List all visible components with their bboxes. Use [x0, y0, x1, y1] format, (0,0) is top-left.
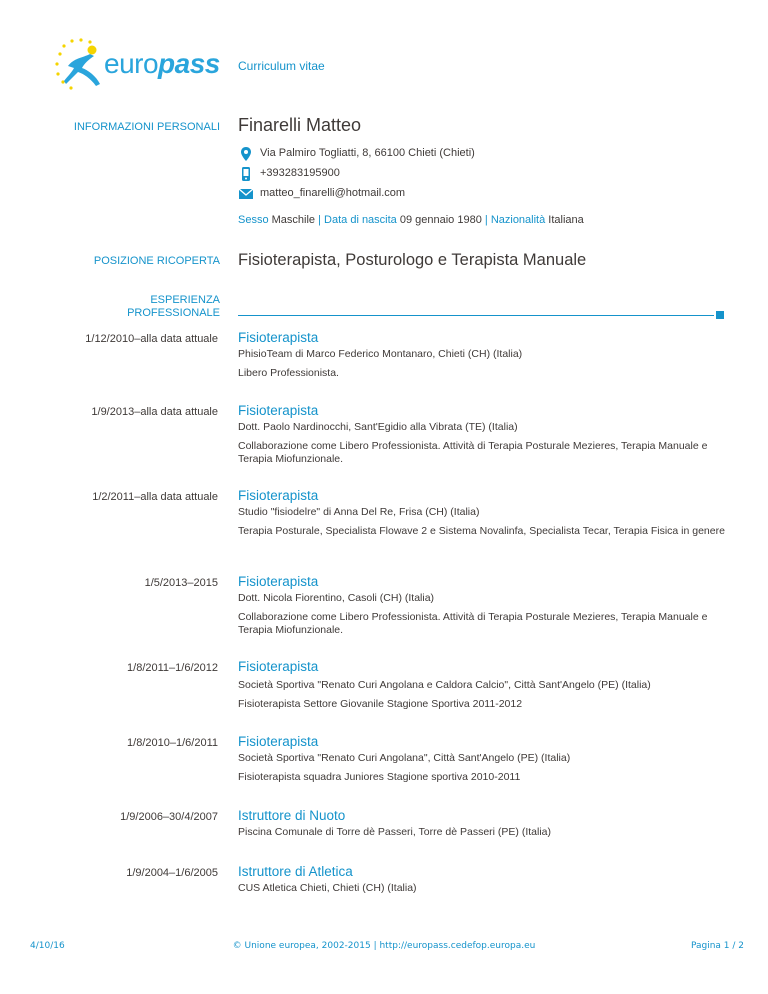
section-label-experience: [20, 294, 220, 320]
experience-employer: Studio "fisiodelre" di Anna Del Re, Frisa (CH) (Italia): [238, 506, 480, 518]
experience-title: Istruttore di Nuoto: [238, 808, 346, 823]
experience-employer: Dott. Nicola Fiorentino, Casoli (CH) (Italia): [238, 592, 435, 604]
phone-text[interactable]: +393283195900: [260, 167, 340, 179]
experience-description: Libero Professionista.: [238, 367, 339, 379]
sex-value: Maschile: [271, 214, 316, 226]
footer-date: 4/10/16: [30, 941, 65, 951]
separator: |: [318, 214, 321, 226]
experience-title: Fisioterapista: [238, 734, 319, 749]
experience-description: Terapia Posturale, Specialista Flowave 2 e Sistema Novalinfa, Specialista Tecar, Terapia Fisica in genere: [238, 525, 725, 537]
nationality-value: Italiana: [548, 214, 584, 226]
section-divider-square: [716, 311, 724, 319]
personal-details-line: [238, 214, 584, 226]
experience-title: Fisioterapista: [238, 403, 319, 418]
sex-label: Sesso: [238, 214, 269, 226]
experience-description: Collaborazione come Libero Professionista. Attività di Terapia Posturale Mezieres, Terapia Manuale e Terapia Miofunzionale.: [238, 440, 708, 465]
experience-title: Fisioterapista: [238, 330, 319, 345]
experience-employer: CUS Atletica Chieti, Chieti (CH) (Italia): [238, 882, 417, 894]
experience-employer: Società Sportiva "Renato Curi Angolana e Caldora Calcio", Città Sant'Angelo (PE) (Italia): [238, 679, 651, 691]
experience-title: Fisioterapista: [238, 659, 319, 674]
section-label-personal: INFORMAZIONI PERSONALI: [73, 121, 220, 133]
nationality-label: Nazionalità: [490, 214, 546, 226]
experience-title: Fisioterapista: [238, 488, 319, 503]
position-title: Fisioterapista, Posturologo e Terapista Manuale: [238, 251, 587, 269]
experience-date: 1/5/2013–2015: [144, 577, 218, 589]
europass-logo-figure-icon: [52, 36, 112, 96]
document-title: Curriculum vitae: [238, 59, 325, 73]
experience-employer: PhisioTeam di Marco Federico Montanaro, Chieti (CH) (Italia): [238, 348, 523, 360]
experience-description: Collaborazione come Libero Professionista. Attività di Terapia Posturale Mezieres, Terapia Manuale e Terapia Miofunzionale.: [238, 611, 708, 636]
person-name: Finarelli Matteo: [238, 115, 362, 135]
birth-label: Data di nascita: [324, 214, 397, 226]
footer-copyright[interactable]: © Unione europea, 2002-2015 | http://europass.cedefop.europa.eu: [232, 941, 536, 951]
separator: |: [484, 214, 488, 226]
experience-date: 1/2/2011–alla data attuale: [92, 491, 218, 503]
experience-date: 1/9/2004–1/6/2005: [126, 867, 218, 879]
experience-date: 1/9/2006–30/4/2007: [120, 811, 218, 823]
birth-value: 09 gennaio 1980: [399, 214, 482, 226]
section-label-line: ESPERIENZA: [150, 294, 220, 306]
footer-page-number: Pagina 1 / 2: [690, 941, 744, 951]
experience-date: 1/8/2011–1/6/2012: [127, 662, 218, 674]
section-divider: [238, 315, 714, 316]
experience-date: 1/8/2010–1/6/2011: [127, 737, 218, 749]
experience-title: Istruttore di Atletica: [238, 864, 353, 879]
address-text: Via Palmiro Togliatti, 8, 66100 Chieti (Chieti): [260, 147, 475, 159]
experience-date: 1/9/2013–alla data attuale: [91, 406, 218, 418]
location-pin-icon: [238, 146, 254, 162]
experience-description: Fisioterapista Settore Giovanile Stagione Sportiva 2011-2012: [238, 698, 523, 710]
experience-title: Fisioterapista: [238, 574, 319, 589]
email-text[interactable]: matteo_finarelli@hotmail.com: [260, 187, 406, 199]
section-label-line: PROFESSIONALE: [127, 307, 220, 319]
europass-wordmark: europass: [104, 48, 220, 79]
experience-employer: Società Sportiva "Renato Curi Angolana", Città Sant'Angelo (PE) (Italia): [238, 752, 571, 764]
experience-date: 1/12/2010–alla data attuale: [85, 333, 218, 345]
section-label-position: POSIZIONE RICOPERTA: [93, 255, 220, 267]
experience-employer: Dott. Paolo Nardinocchi, Sant'Egidio alla Vibrata (TE) (Italia): [238, 421, 518, 433]
mobile-phone-icon: [238, 166, 254, 182]
experience-employer: Piscina Comunale di Torre dè Passeri, Torre dè Passeri (PE) (Italia): [238, 826, 551, 838]
experience-description: Fisioterapista squadra Juniores Stagione sportiva 2010-2011: [238, 771, 521, 783]
email-envelope-icon: [238, 186, 254, 202]
